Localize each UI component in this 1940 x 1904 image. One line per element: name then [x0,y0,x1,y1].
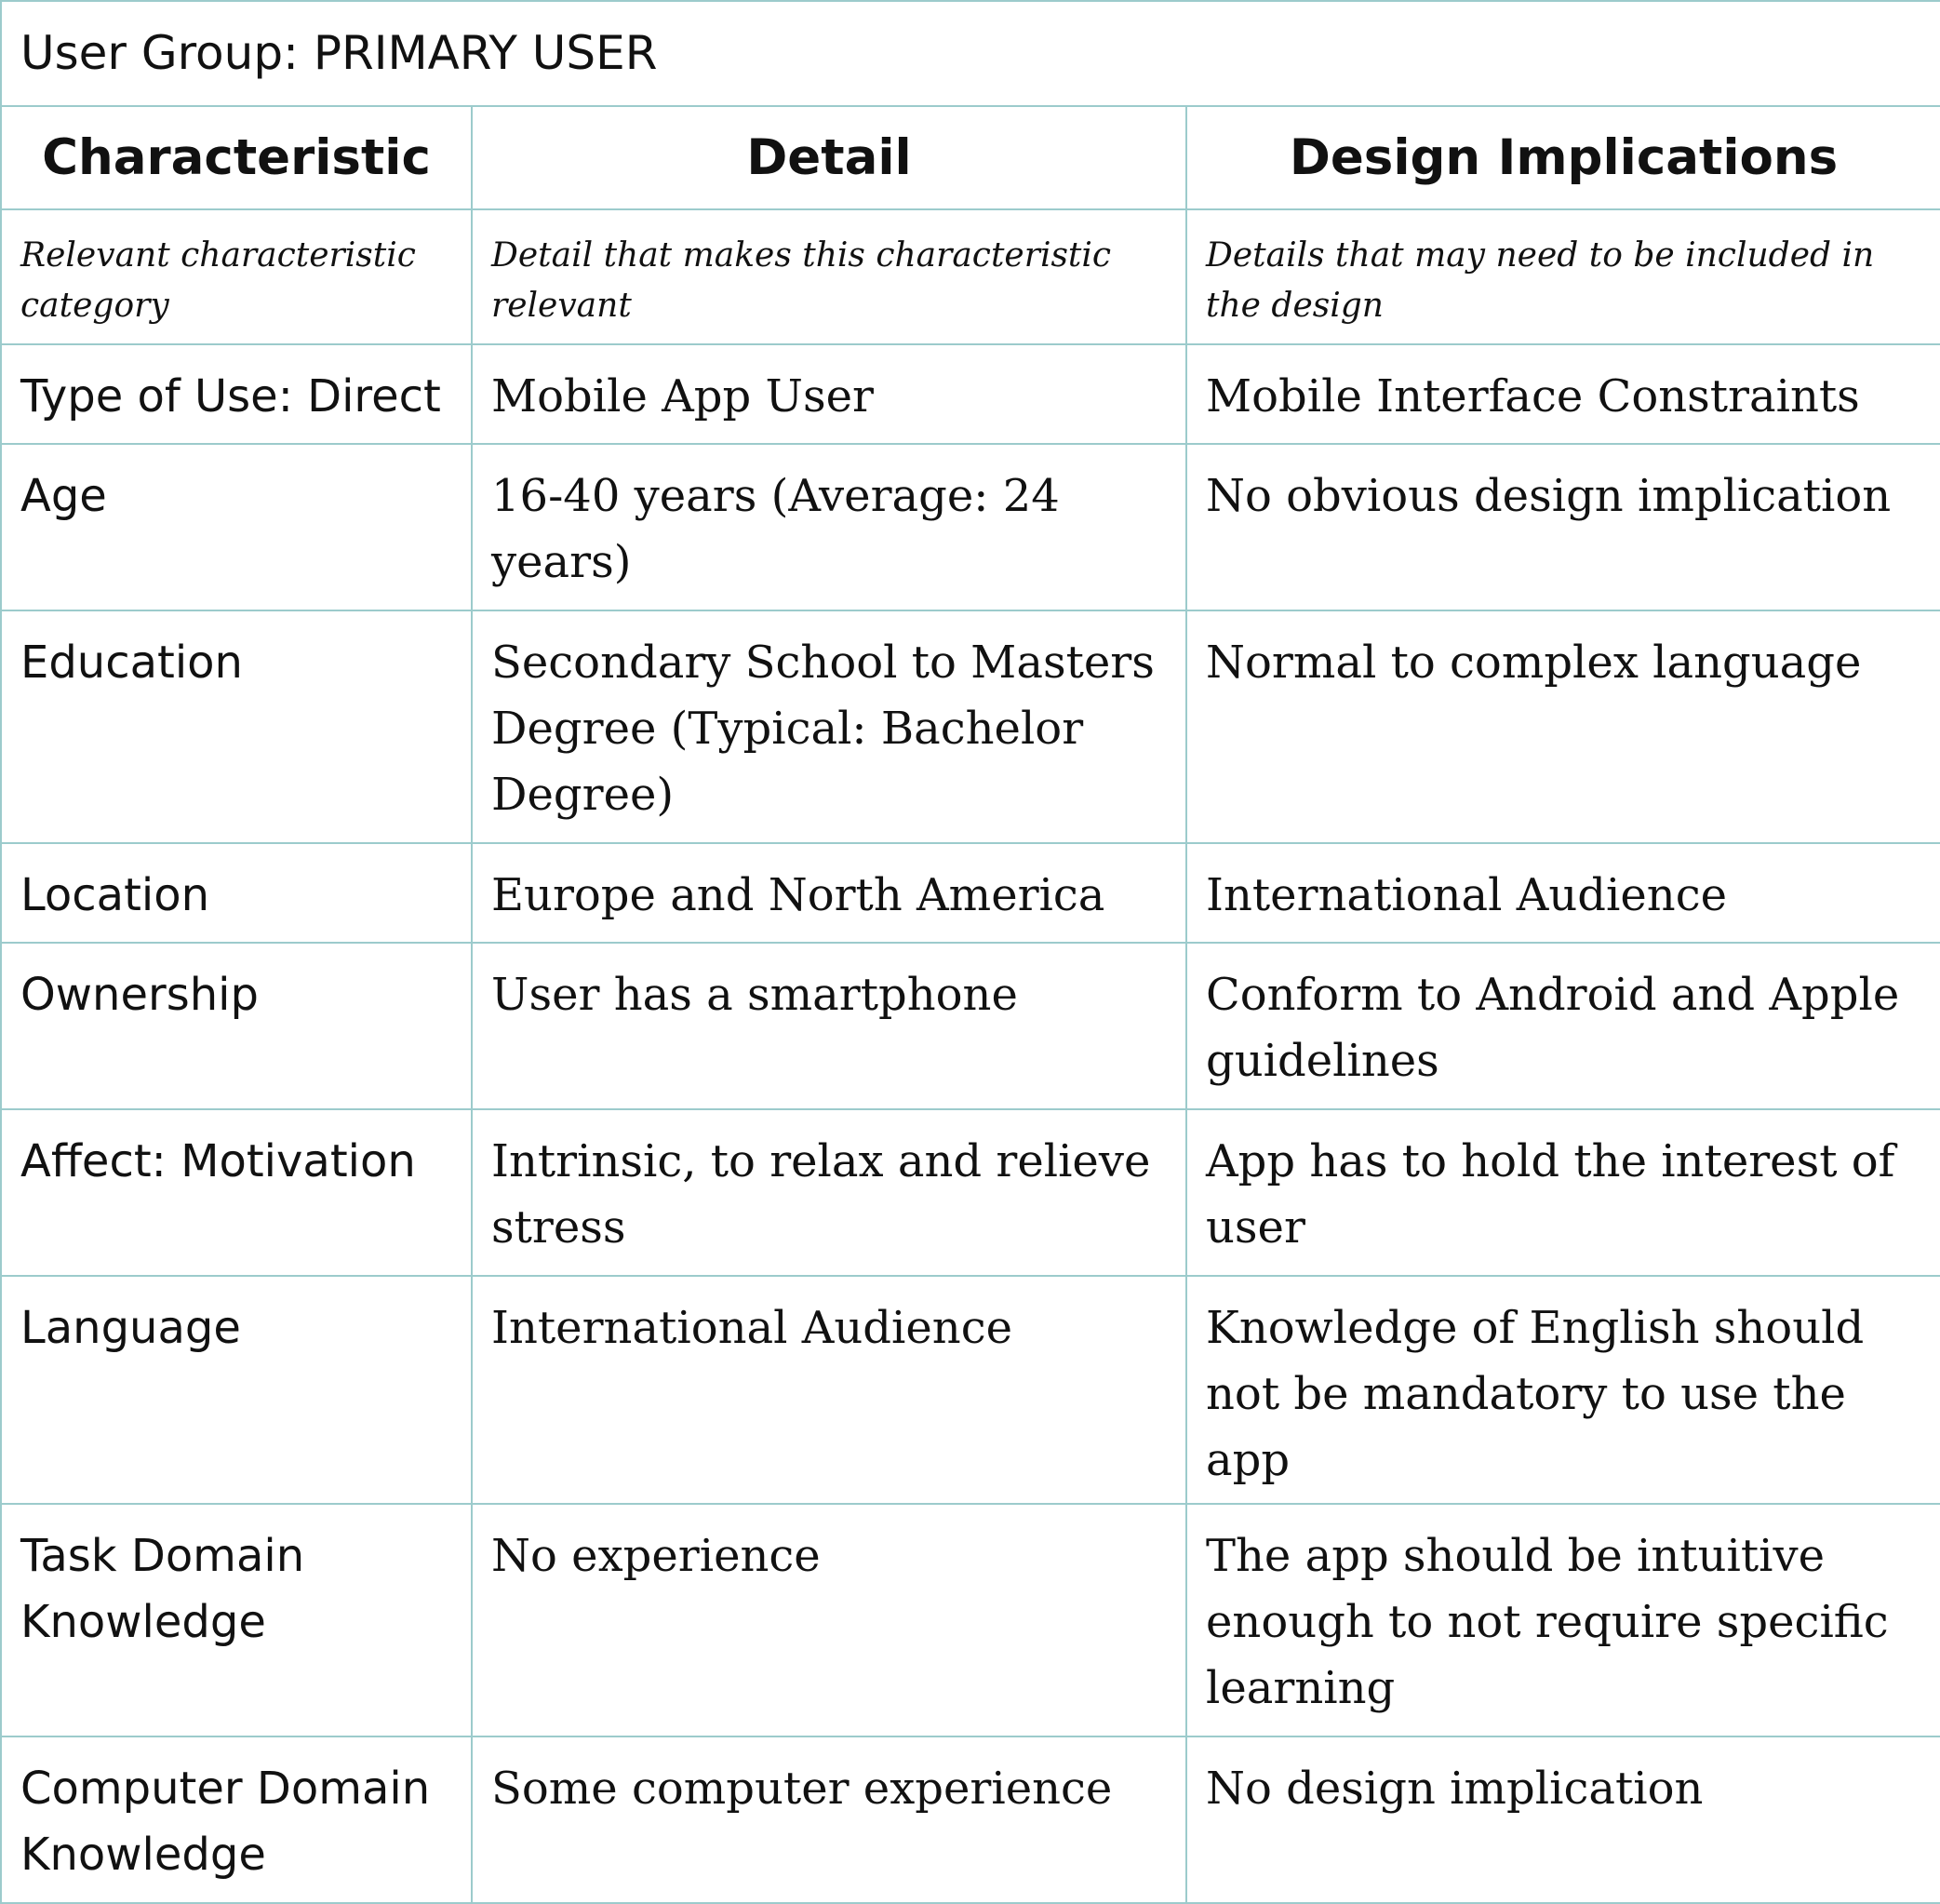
design-implication-cell: Conform to Android and Apple guidelines [1186,943,1940,1109]
detail-cell: 16-40 years (Average: 24 years) [472,444,1186,610]
column-header-detail: Detail [472,106,1186,209]
table-row [1,843,1940,943]
design-implication-cell: Knowledge of English should not be mandatory to use the app [1186,1276,1940,1504]
characteristic-cell: Type of Use: Direct [1,344,472,444]
description-characteristic: Relevant characteristic category [1,209,472,344]
characteristic-cell: Location [1,843,472,943]
table-row [1,1504,1940,1736]
table-row [1,1276,1940,1504]
group-title-row [1,1,1940,106]
characteristic-cell: Language [1,1276,472,1504]
design-implication-cell: App has to hold the interest of user [1186,1109,1940,1276]
detail-cell: User has a smartphone [472,943,1186,1109]
table-row [1,1109,1940,1276]
design-implication-cell: No obvious design implication [1186,444,1940,610]
table-row [1,344,1940,444]
detail-cell: Some computer experience [472,1736,1186,1903]
description-design-implications: Details that may need to be included in the design [1186,209,1940,344]
characteristic-cell: Computer Domain Knowledge [1,1736,472,1903]
characteristic-cell: Education [1,610,472,843]
design-implication-cell: The app should be intuitive enough to not require specific learning [1186,1504,1940,1736]
characteristic-cell: Task Domain Knowledge [1,1504,472,1736]
detail-cell: No experience [472,1504,1186,1736]
group-title: User Group: PRIMARY USER [1,1,1940,106]
table-row [1,1736,1940,1903]
detail-cell: International Audience [472,1276,1186,1504]
detail-cell: Europe and North America [472,843,1186,943]
detail-cell: Intrinsic, to relax and relieve stress [472,1109,1186,1276]
characteristic-cell: Affect: Motivation [1,1109,472,1276]
characteristic-cell: Age [1,444,472,610]
detail-cell: Mobile App User [472,344,1186,444]
column-description-row [1,209,1940,344]
column-header-design-implications: Design Implications [1186,106,1940,209]
description-detail: Detail that makes this characteristic relevant [472,209,1186,344]
design-implication-cell: Normal to complex language [1186,610,1940,843]
detail-cell: Secondary School to Masters Degree (Typical: Bachelor Degree) [472,610,1186,843]
design-implication-cell: International Audience [1186,843,1940,943]
table-row [1,943,1940,1109]
column-header-characteristic: Characteristic [1,106,472,209]
table-row [1,610,1940,843]
table-row [1,444,1940,610]
design-implication-cell: Mobile Interface Constraints [1186,344,1940,444]
column-header-row [1,106,1940,209]
characteristic-cell: Ownership [1,943,472,1109]
design-implication-cell: No design implication [1186,1736,1940,1903]
